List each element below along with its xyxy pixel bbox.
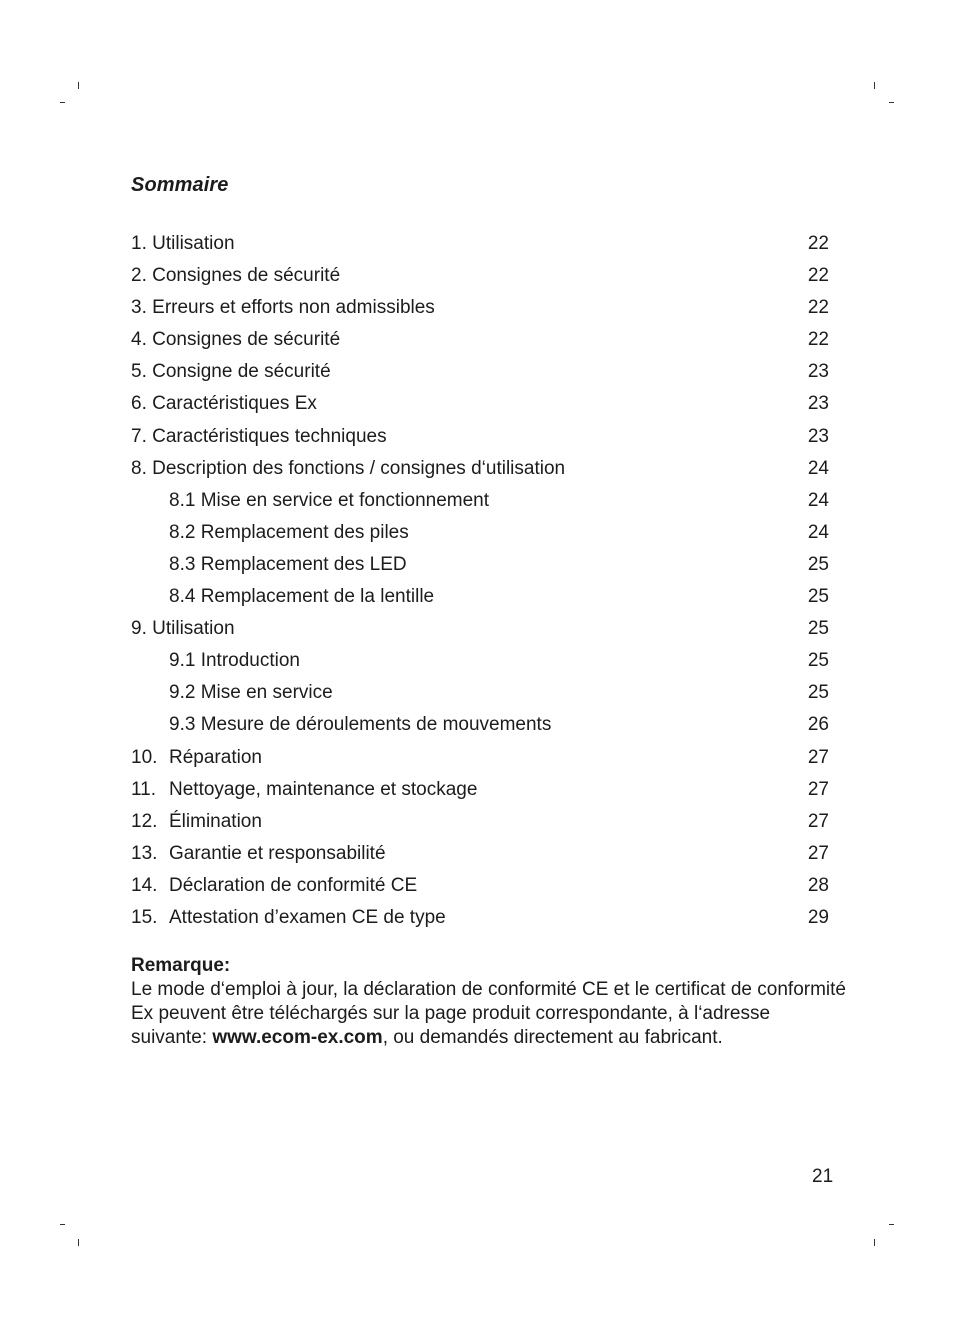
crop-mark-top-right-vertical (874, 82, 875, 89)
toc-entry-label: Description des fonctions / consignes d‘utilisation (152, 457, 566, 479)
toc-subentry[interactable] (131, 709, 831, 741)
toc-subentry[interactable] (131, 581, 831, 613)
toc-entry[interactable] (131, 421, 831, 453)
remark-heading: Remarque: (131, 955, 231, 976)
toc-entry[interactable] (131, 228, 831, 260)
toc-entry-number: 3. (131, 297, 147, 319)
toc-entry-label: Introduction (200, 650, 300, 672)
toc-entry-page: 22 (807, 297, 829, 319)
toc-entry-number: 6. (131, 393, 147, 415)
toc-entry-page: 24 (807, 489, 829, 511)
crop-mark-top-left-horizontal (60, 102, 65, 103)
page-title: Sommaire (131, 174, 229, 196)
toc-entry-page: 27 (807, 778, 829, 800)
toc-entry-label: Mesure de déroulements de mouvements (200, 714, 552, 736)
toc-entry[interactable] (131, 324, 831, 356)
remark-text-after: , ou demandés directement au fabricant. (382, 1027, 723, 1048)
toc-entry-label: Garantie et responsabilité (169, 842, 386, 864)
toc-entry-page: 29 (807, 906, 829, 928)
toc-entry[interactable] (131, 613, 831, 645)
toc-entry[interactable] (131, 260, 831, 292)
toc-entry-number: 8.1 (169, 489, 196, 511)
toc-entry-number: 9.3 (169, 714, 196, 736)
toc-entry[interactable] (131, 292, 831, 324)
crop-mark-bottom-left-vertical (78, 1239, 79, 1246)
crop-mark-bottom-right-vertical (874, 1239, 875, 1246)
toc-entry[interactable] (131, 870, 831, 902)
toc-entry-label: Consignes de sécurité (152, 265, 341, 287)
toc-entry-label: Remplacement des piles (200, 521, 409, 543)
toc-entry[interactable] (131, 388, 831, 420)
toc-entry-number: 10. (131, 746, 158, 768)
toc-entry-label: Erreurs et efforts non admissibles (152, 297, 435, 319)
toc-entry-number: 9.2 (169, 682, 196, 704)
toc-entry-page: 25 (807, 650, 829, 672)
toc-entry-number: 12. (131, 810, 158, 832)
toc-entry-number: 5. (131, 361, 147, 383)
toc-entry-page: 27 (807, 842, 829, 864)
toc-entry-label: Déclaration de conformité CE (169, 874, 418, 896)
toc-entry-page: 27 (807, 810, 829, 832)
remark-text-before: Le mode d‘emploi à jour, la déclaration de conformité CE et le certificat de conformité Ex peuvent être téléchargés sur la page produit correspondante, à l‘adresse suivante: (131, 979, 846, 1048)
toc-subentry[interactable] (131, 677, 831, 709)
toc-entry-label: Utilisation (152, 618, 235, 640)
page-number: 21 (812, 1166, 834, 1187)
toc-entry-number: 9. (131, 618, 147, 640)
toc-entry-label: Consignes de sécurité (152, 329, 341, 351)
toc-entry-label: Utilisation (152, 233, 235, 254)
toc-entry-page: 24 (807, 457, 829, 479)
toc-entry-number: 8. (131, 457, 147, 479)
toc-entry-number: 8.2 (169, 521, 196, 543)
toc-entry-number: 15. (131, 906, 158, 928)
toc-entry-label: Attestation d’examen CE de type (169, 906, 446, 928)
toc-entry-number: 8.3 (169, 553, 196, 575)
toc-entry-page: 28 (807, 874, 829, 896)
toc-entry-page: 27 (807, 746, 829, 768)
toc-entry-label: Caractéristiques Ex (152, 393, 317, 415)
toc-entry-label: Mise en service et fonctionnement (200, 489, 490, 511)
toc-entry-number: 13. (131, 842, 158, 864)
toc-entry[interactable] (131, 806, 831, 838)
toc-subentry[interactable] (131, 485, 831, 517)
toc-entry-number: 8.4 (169, 586, 196, 608)
toc-entry-page: 26 (807, 714, 829, 736)
toc-entry-number: 14. (131, 874, 158, 896)
toc-entry-number: 7. (131, 425, 147, 447)
toc-entry[interactable] (131, 774, 831, 806)
website-link[interactable]: www.ecom-ex.com (212, 1027, 383, 1048)
toc-entry-page: 25 (807, 682, 829, 704)
toc-entry-page: 22 (807, 329, 829, 351)
toc-entry-label: Nettoyage, maintenance et stockage (169, 778, 478, 800)
toc-subentry[interactable] (131, 645, 831, 677)
toc-entry-number: 2. (131, 265, 147, 287)
table-of-contents (131, 228, 831, 934)
crop-mark-bottom-right-horizontal (889, 1224, 894, 1225)
toc-entry-page: 25 (807, 618, 829, 640)
toc-subentry[interactable] (131, 549, 831, 581)
crop-mark-top-left-vertical (78, 82, 79, 89)
toc-entry-label: Caractéristiques techniques (152, 425, 387, 447)
toc-entry-number: 1. (131, 233, 147, 254)
remark-section (131, 954, 846, 1050)
toc-entry-label: Remplacement de la lentille (200, 586, 435, 608)
toc-entry[interactable] (131, 453, 831, 485)
toc-entry-number: 4. (131, 329, 147, 351)
crop-mark-top-right-horizontal (889, 102, 894, 103)
toc-entry-label: Mise en service (200, 682, 333, 704)
toc-entry-label: Consigne de sécurité (152, 361, 331, 383)
toc-entry-page: 22 (807, 265, 829, 287)
toc-entry-page: 24 (807, 521, 829, 543)
toc-entry-label: Élimination (169, 810, 262, 832)
toc-entry-page: 23 (807, 361, 829, 383)
remark-body (131, 979, 846, 1048)
toc-entry-page: 25 (807, 553, 829, 575)
toc-entry[interactable] (131, 902, 831, 934)
toc-entry-page: 23 (807, 393, 829, 415)
toc-subentry[interactable] (131, 517, 831, 549)
toc-entry-label: Remplacement des LED (200, 553, 407, 575)
toc-entry-number: 11. (131, 778, 157, 800)
toc-entry-number: 9.1 (169, 650, 196, 672)
toc-entry[interactable] (131, 838, 831, 870)
toc-entry[interactable] (131, 742, 831, 774)
toc-entry[interactable] (131, 356, 831, 388)
toc-entry-label: Réparation (169, 746, 262, 768)
toc-entry-page: 23 (807, 425, 829, 447)
toc-entry-page: 22 (807, 233, 829, 254)
toc-entry-page: 25 (807, 586, 829, 608)
crop-mark-bottom-left-horizontal (60, 1224, 65, 1225)
